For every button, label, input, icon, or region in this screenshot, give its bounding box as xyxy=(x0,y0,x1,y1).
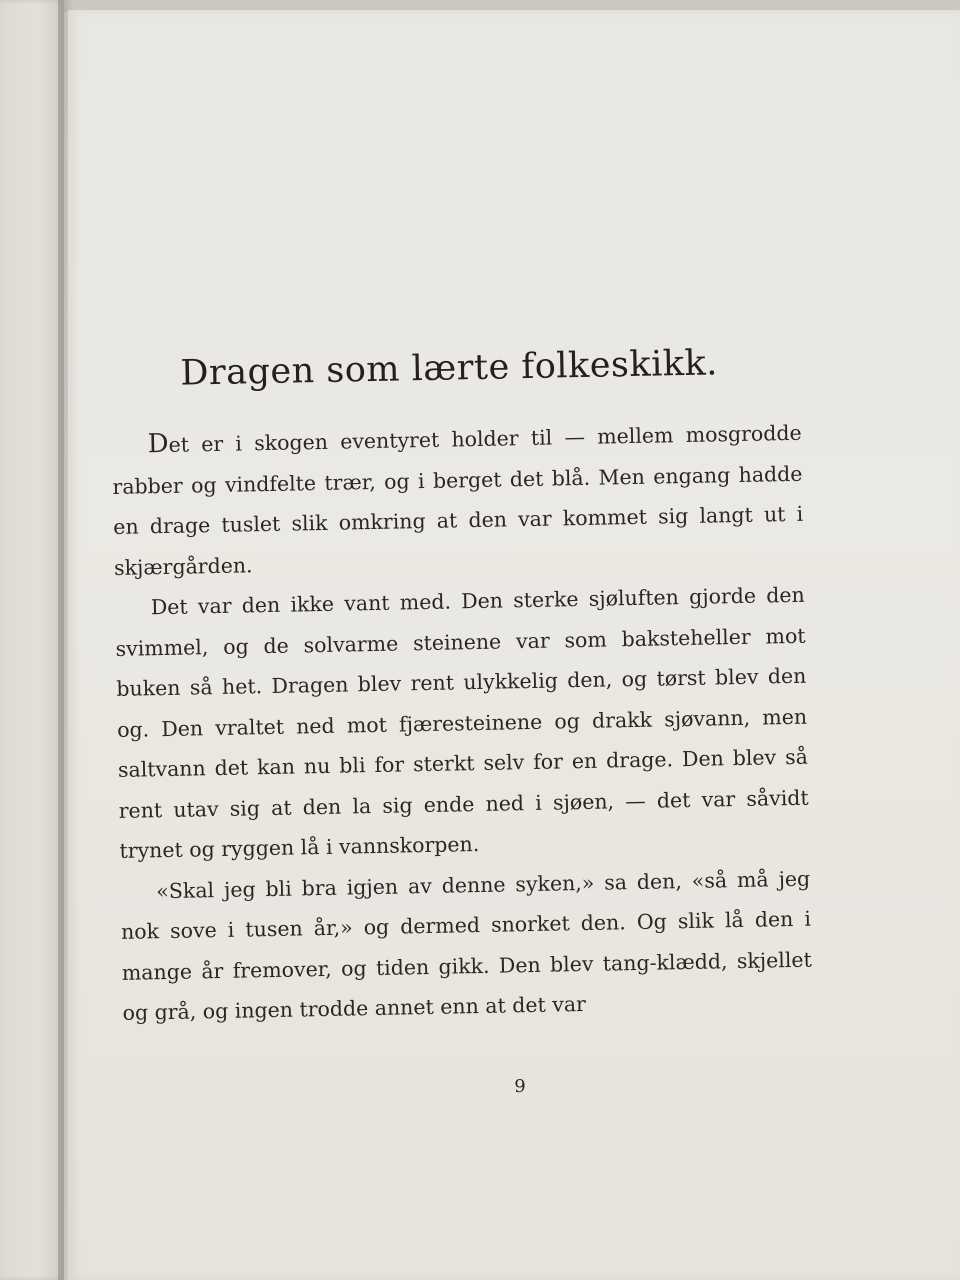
page-text xyxy=(110,342,813,1034)
paragraph-1 xyxy=(111,412,804,588)
paragraph-3 xyxy=(120,858,813,1033)
drop-initial: D xyxy=(147,428,169,460)
chapter-title: Dragen som lærte folkeskikk. xyxy=(179,343,719,394)
paragraph-2-text: Det var den ikke vant med. Den sterke sjøluften gjorde den svimmel, og de solvarme steinene var som baksteheller mot buken så het. Dragen blev rent ulykkelig den, og tørst blev den og. Den vraltet ned mot fjæresteinene og drakk sjøvann, men saltvann det kan nu bli for sterkt selv for en drage. Den blev så rent utav sig at den la sig ende ned i sjøen, — det var såvidt trynet og ryggen lå i vannskorpen. xyxy=(115,582,809,863)
paragraph-2 xyxy=(114,575,809,872)
paragraph-3-text: «Skal jeg bli bra igjen av denne syken,» sa den, «så må jeg nok sove i tusen år,» og dermed snorket den. Og slik lå den i mange år fremover, og tiden gikk. Den blev tang-klædd, skjellet og grå, og ingen trodde annet enn at det var xyxy=(120,866,812,1025)
page-number: 9 xyxy=(514,1076,526,1097)
paragraph-1-text: et er i skogen eventyret holder til — mellem mosgrodde rabber og vindfelte trær, og i berget det blå. Men engang hadde en drage tuslet slik omkring at den var kommet sig langt ut i skjærgården. xyxy=(112,420,804,580)
previous-page-edge xyxy=(0,0,64,1280)
